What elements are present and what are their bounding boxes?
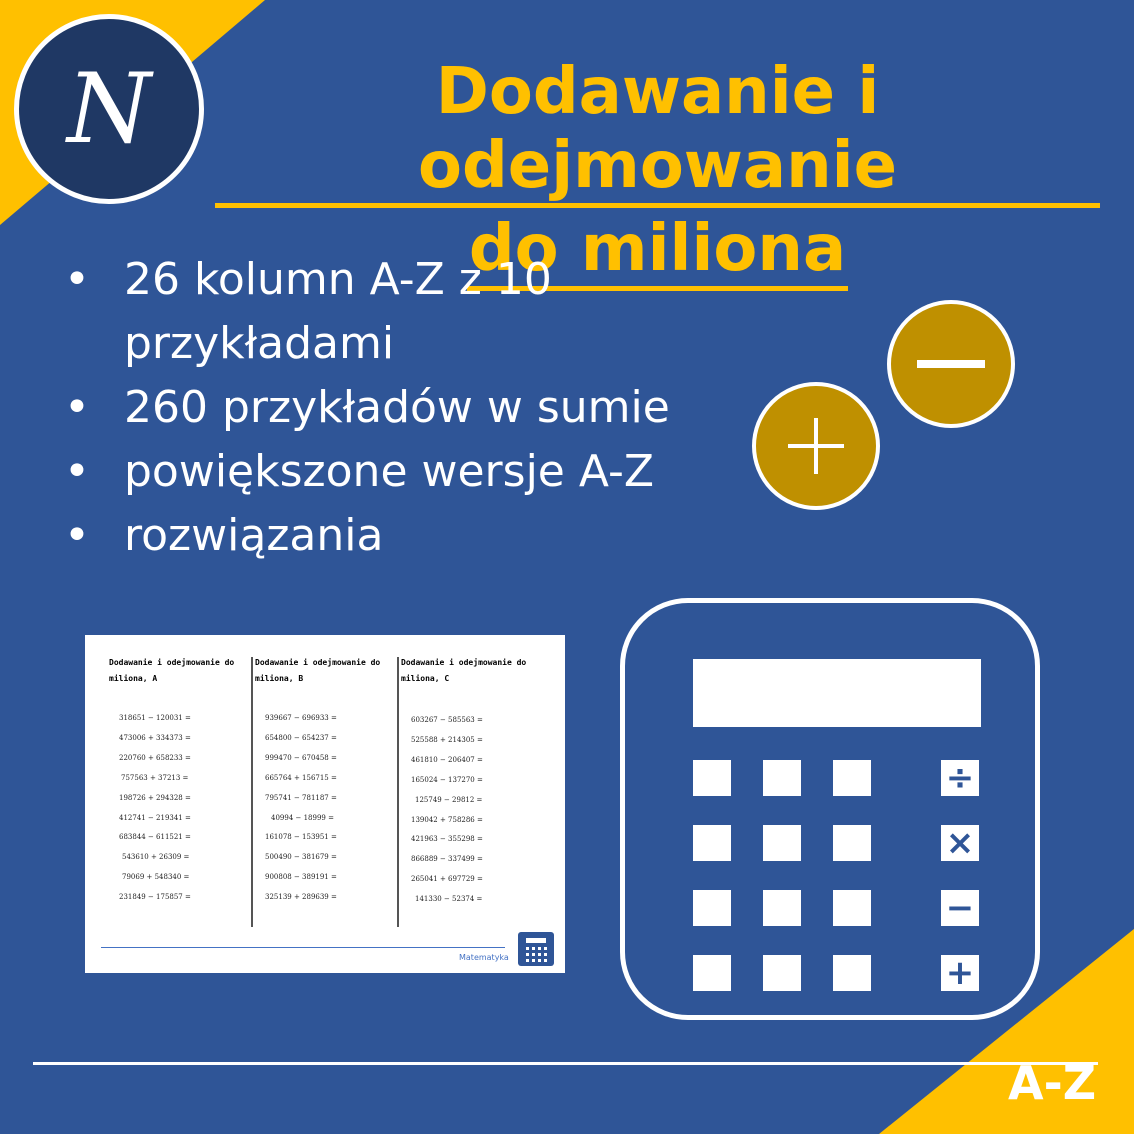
- calculator-icon-key: [526, 947, 529, 950]
- calculator-key: [833, 825, 871, 861]
- calculator-key: [693, 825, 731, 861]
- feature-item: [60, 248, 700, 376]
- worksheet-preview: [85, 635, 565, 973]
- column-heading: Dodawanie i odejmowanie do: [109, 658, 235, 667]
- problem: 40994 − 18999 =: [271, 813, 334, 822]
- problem: 165024 − 137270 =: [411, 775, 483, 784]
- calculator-icon-screen: [526, 938, 546, 943]
- problem: 665764 + 156715 =: [265, 773, 337, 782]
- feature-item: [60, 440, 700, 504]
- problem: 999470 − 670458 =: [265, 753, 337, 762]
- calculator-screen: [693, 659, 981, 727]
- logo-letter: N: [67, 53, 151, 165]
- problem: 866889 − 337499 =: [411, 855, 483, 864]
- feature-text: rozwiązania: [124, 510, 384, 561]
- calculator-key: [833, 760, 871, 796]
- calculator-key: [763, 955, 801, 991]
- calculator-icon-key: [544, 953, 547, 956]
- calculator-icon-key: [532, 959, 535, 962]
- minus-key: −: [941, 890, 979, 926]
- minus-circle-icon: [887, 300, 1015, 428]
- feature-list: [60, 248, 700, 568]
- worksheet-column-c: [401, 655, 541, 910]
- problem: 325139 + 289639 =: [265, 893, 337, 902]
- problem: 141330 − 52374 =: [415, 895, 483, 904]
- preview-footer-label: Matematyka: [459, 953, 509, 962]
- feature-text-continued: przykładami: [124, 318, 395, 369]
- calculator-key: [693, 890, 731, 926]
- calculator-key: [763, 760, 801, 796]
- title-line-1: Dodawanie i odejmowanie: [215, 55, 1100, 208]
- problem: 412741 − 219341 =: [119, 813, 191, 822]
- problem: 473006 + 334373 =: [119, 733, 191, 742]
- calculator-key: [833, 890, 871, 926]
- bottom-divider: [33, 1062, 1098, 1065]
- problem: 900808 − 389191 =: [265, 873, 337, 882]
- plus-key: +: [941, 955, 979, 991]
- problem: 795741 − 781187 =: [265, 793, 337, 802]
- title-line-2: do miliona: [467, 212, 848, 291]
- problem: 161078 − 153951 =: [265, 833, 337, 842]
- column-heading-sub: miliona, B: [255, 674, 304, 683]
- calculator-icon-key: [532, 947, 535, 950]
- calculator-key: [693, 955, 731, 991]
- calculator-key: [693, 760, 731, 796]
- problem: 265041 + 697729 =: [411, 875, 483, 884]
- problem: 683844 − 611521 =: [119, 833, 191, 842]
- problem: 421963 − 355298 =: [411, 835, 483, 844]
- column-divider: [397, 657, 399, 927]
- feature-item: [60, 504, 700, 568]
- calculator-key: [763, 825, 801, 861]
- worksheet-column-b: [255, 655, 395, 908]
- problem: 125749 − 29812 =: [415, 795, 483, 804]
- plus-bar-vertical: [814, 418, 818, 474]
- problem: 198726 + 294328 =: [119, 793, 191, 802]
- problem: 79069 + 548340 =: [122, 873, 190, 882]
- problem: 500490 − 381679 =: [265, 853, 337, 862]
- calculator-icon-key: [538, 959, 541, 962]
- calculator-icon-key: [538, 953, 541, 956]
- preview-footer-line: [101, 947, 505, 948]
- problem: 139042 + 758286 =: [411, 815, 483, 824]
- calculator-key: [833, 955, 871, 991]
- minus-bar: [917, 360, 985, 368]
- calculator-icon-key: [526, 953, 529, 956]
- calculator-icon: [620, 598, 1040, 1020]
- problem: 220760 + 658233 =: [119, 753, 191, 762]
- calculator-icon-key: [538, 947, 541, 950]
- plus-circle-icon: [752, 382, 880, 510]
- calculator-icon-key: [544, 947, 547, 950]
- problem: 654800 − 654237 =: [265, 733, 337, 742]
- problem: 231849 − 175857 =: [119, 893, 191, 902]
- feature-text: 260 przykładów w sumie: [124, 382, 670, 433]
- divide-key: ÷: [941, 760, 979, 796]
- calculator-key: [763, 890, 801, 926]
- problem: 939667 − 696933 =: [265, 714, 337, 722]
- problem: 461810 − 206407 =: [411, 755, 483, 764]
- problem: 603267 − 585563 =: [411, 716, 483, 724]
- problem: 543610 + 26309 =: [122, 853, 190, 862]
- multiply-key: ×: [941, 825, 979, 861]
- problem: 525588 + 214305 =: [411, 735, 483, 744]
- column-heading-sub: miliona, C: [401, 674, 450, 683]
- column-divider: [251, 657, 253, 927]
- problem: 757563 + 37213 =: [121, 773, 189, 782]
- corner-label: A-Z: [1008, 1056, 1097, 1110]
- calculator-icon-key: [526, 959, 529, 962]
- column-heading: Dodawanie i odejmowanie do: [255, 658, 381, 667]
- problem: 318651 − 120031 =: [119, 714, 191, 722]
- column-heading-sub: miliona, A: [109, 674, 158, 683]
- calculator-icon-key: [532, 953, 535, 956]
- column-heading: Dodawanie i odejmowanie do: [401, 658, 527, 667]
- worksheet-column-a: [109, 655, 249, 908]
- feature-text: powiększone wersje A-Z: [124, 446, 654, 497]
- calculator-icon: [518, 932, 554, 966]
- calculator-icon-key: [544, 959, 547, 962]
- feature-text: 26 kolumn A-Z z 10: [124, 254, 552, 305]
- feature-item: [60, 376, 700, 440]
- logo-badge: [14, 14, 204, 204]
